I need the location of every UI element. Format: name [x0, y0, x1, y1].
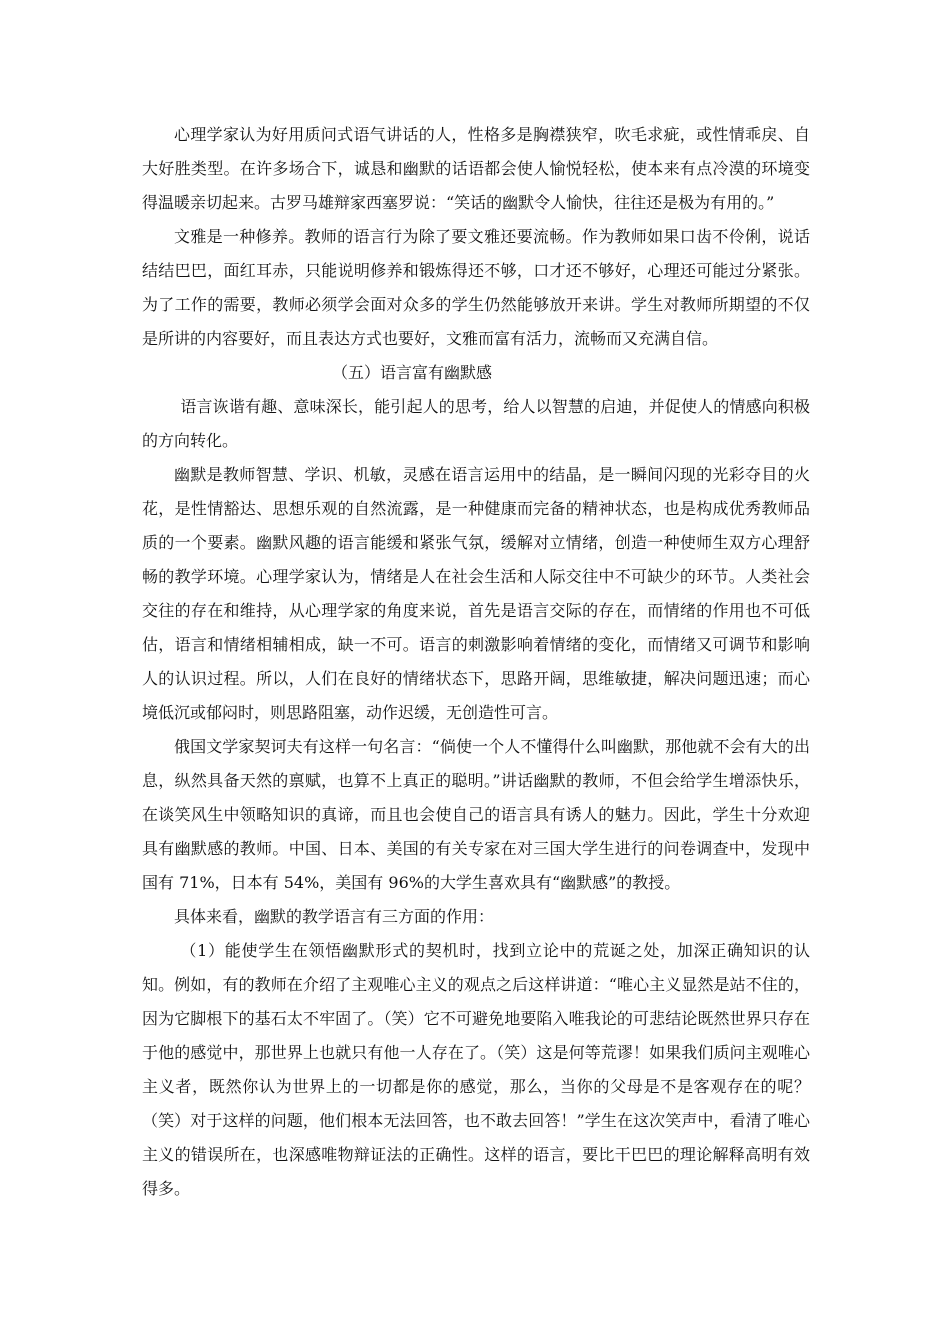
section-heading: （五）语言富有幽默感 — [332, 363, 493, 382]
document-page — [142, 118, 810, 1206]
paragraph-three-functions: 具体来看，幽默的教学语言有三方面的作用： — [174, 907, 495, 926]
paragraph-humor-definition: 幽默是教师智慧、学识、机敏，灵感在语言运用中的结晶，是一瞬间闪现的光彩夺目的火花，是性情豁达、思想乐观的自然流露，是一种健康而完备的精神状态，也是构成优秀教师品质的一个要素。幽默风趣的语言能缓和紧张气氛，缓解对立情绪，创造一种使师生双方心理舒畅的教学环境。心理学家认为，情绪是人在社会生活和人际交往中不可缺少的环节。人类社会交往的存在和维持，从心理学家的角度来说，首先是语言交际的存在，而情绪的作用也不可低估，语言和情绪相辅相成，缺一不可。语言的刺激影响着情绪的变化，而情绪又可调节和影响人的认识过程。所以，人们在良好的情绪状态下，思路开阔，思维敏捷，解决问题迅速；而心境低沉或郁闷时，则思路阻塞，动作迟缓，无创造性可言。 — [142, 465, 810, 722]
paragraph-function-one: （1）能使学生在领悟幽默形式的契机时，找到立论中的荒诞之处，加深正确知识的认知。例如，有的教师在介绍了主观唯心主义的观点之后这样讲道：“唯心主义显然是站不住的，因为它脚根下的基石太不牢固了。（笑）它不可避免地要陷入唯我论的可悲结论既然世界只存在于他的感觉中，那世界上也就只有他一人存在了。（笑）这是何等荒谬！如果我们质问主观唯心主义者，既然你认为世界上的一切都是你的感觉，那么，当你的父母是不是客观存在的呢？（笑）对于这样的问题，他们根本无法回答，也不敢去回答！”学生在这次笑声中，看清了唯心主义的错误所在，也深感唯物辩证法的正确性。这样的语言，要比干巴巴的理论解释高明有效得多。 — [142, 941, 810, 1198]
paragraph-elegance: 文雅是一种修养。教师的语言行为除了要文雅还要流畅。作为教师如果口齿不伶俐，说话结结巴巴，面红耳赤，只能说明修养和锻炼得还不够，口才还不够好，心理还可能过分紧张。为了工作的需要，教师必须学会面对众多的学生仍然能够放开来讲。学生对教师所期望的不仅是所讲的内容要好，而且表达方式也要好，文雅而富有活力，流畅而又充满自信。 — [142, 227, 810, 348]
paragraph-humor-intro: 语言诙谐有趣、意味深长，能引起人的思考，给人以智慧的启迪，并促使人的情感向积极的方向转化。 — [142, 397, 810, 450]
paragraph-psychologist-view: 心理学家认为好用质问式语气讲话的人，性格多是胸襟狭窄，吹毛求疵，或性情乖戾、自大好胜类型。在许多场合下，诚恳和幽默的话语都会使人愉悦轻松，使本来有点冷漠的环境变得温暖亲切起来。古罗马雄辩家西塞罗说：“笑话的幽默令人愉快，往往还是极为有用的。” — [142, 125, 810, 212]
paragraph-chekhov-quote: 俄国文学家契诃夫有这样一句名言：“倘使一个人不懂得什么叫幽默，那他就不会有大的出息，纵然具备天然的禀赋，也算不上真正的聪明。”讲话幽默的教师，不但会给学生增添快乐，在谈笑风生中领略知识的真谛，而且也会使自己的语言具有诱人的魅力。因此，学生十分欢迎具有幽默感的教师。中国、日本、美国的有关专家在对三国大学生进行的问卷调查中，发现中国有 71%，日本有 54%，美国有 96%的大学生喜欢具有“幽默感”的教授。 — [142, 737, 810, 892]
